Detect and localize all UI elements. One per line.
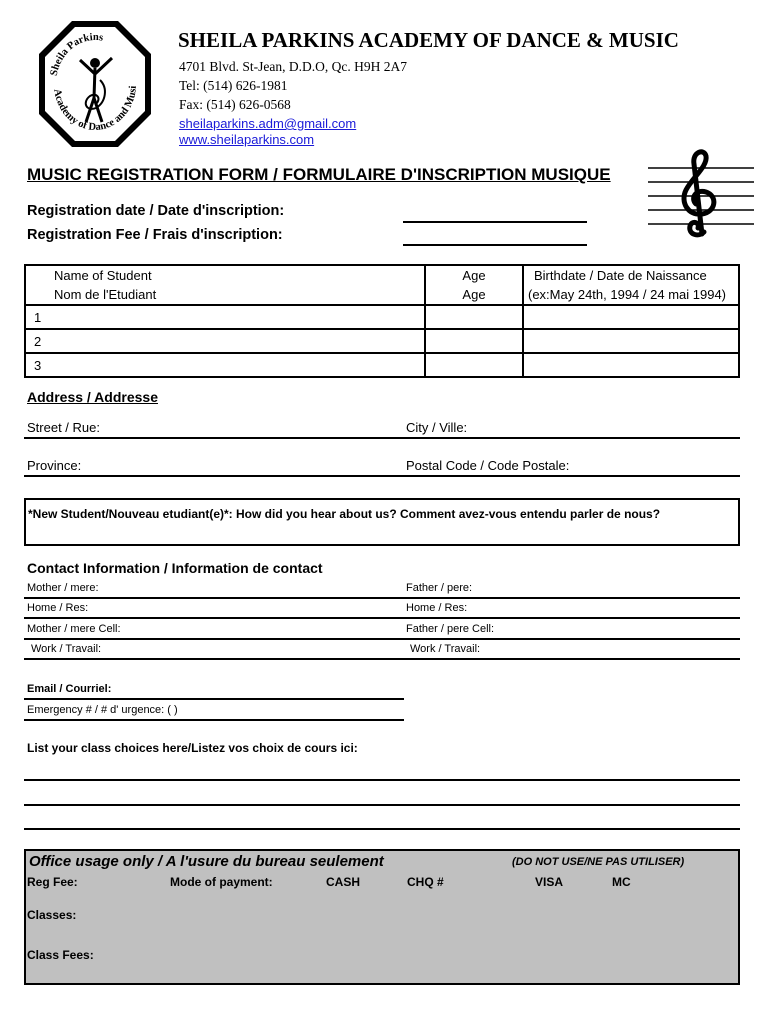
academy-fax: Fax: (514) 626-0568 xyxy=(179,97,291,112)
cash-option: CASH xyxy=(326,875,361,889)
student-birthdate-cell[interactable] xyxy=(523,353,739,377)
father-cell-label: Father / pere Cell: xyxy=(406,623,495,635)
office-reg-fee: Reg Fee: xyxy=(27,875,78,889)
reg-fee-line[interactable] xyxy=(403,244,587,246)
student-age-cell[interactable] xyxy=(425,305,523,329)
table-row xyxy=(25,305,739,329)
cell-line[interactable] xyxy=(24,638,740,640)
student-birthdate-cell[interactable] xyxy=(523,329,739,353)
contact-heading: Contact Information / Information de contact xyxy=(27,560,323,576)
class-choices-label: List your class choices here/Listez vos choix de cours ici: xyxy=(27,741,358,755)
reg-fee-label: Registration Fee / Frais d'inscription: xyxy=(27,227,283,243)
students-table xyxy=(24,264,740,378)
svg-text:Sheila Parkins: Sheila Parkins xyxy=(48,31,105,77)
class-choice-line-1[interactable] xyxy=(24,779,740,781)
mother-label: Mother / mere: xyxy=(27,582,99,594)
visa-option: VISA xyxy=(535,875,564,889)
reg-date-line[interactable] xyxy=(403,221,587,223)
form-title: MUSIC REGISTRATION FORM / FORMULAIRE D'INSCRIPTION MUSIQUE xyxy=(27,165,611,184)
new-student-question: *New Student/Nouveau etudiant(e)*: How did you hear about us? Comment avez-vous entendu parler de nous? xyxy=(28,507,661,521)
work-right-label: Work / Travail: xyxy=(410,643,481,655)
street-city-line[interactable] xyxy=(24,437,740,439)
payment-mode-label: Mode of payment: xyxy=(170,875,273,889)
academy-address: 4701 Blvd. St-Jean, D.D.O, Qc. H9H 2A7 xyxy=(179,59,407,74)
mc-option: MC xyxy=(612,875,631,889)
mother-cell-label: Mother / mere Cell: xyxy=(27,623,121,635)
email-line[interactable] xyxy=(24,698,404,700)
svg-text:Academy of Dance and Music: Academy of Dance and Musi xyxy=(51,85,139,134)
table-header-row xyxy=(25,265,739,305)
table-row xyxy=(25,329,739,353)
work-left-label: Work / Travail: xyxy=(31,643,102,655)
office-usage-box xyxy=(24,849,740,985)
table-row xyxy=(25,353,739,377)
academy-tel: Tel: (514) 626-1981 xyxy=(179,78,288,93)
class-choice-line-2[interactable] xyxy=(24,804,740,806)
do-not-use-label: (DO NOT USE/NE PAS UTILISER) xyxy=(512,856,685,868)
student-birthdate-cell[interactable] xyxy=(523,305,739,329)
mother-father-line[interactable] xyxy=(24,597,740,599)
father-label: Father / pere: xyxy=(406,582,473,594)
postal-label: Postal Code / Code Postale: xyxy=(406,458,570,473)
new-student-box[interactable] xyxy=(24,498,740,546)
birth-header-fr: (ex:May 24th, 1994 / 24 mai 1994) xyxy=(528,287,727,302)
emergency-line[interactable] xyxy=(24,719,404,721)
class-choice-line-3[interactable] xyxy=(24,828,740,830)
reg-date-label: Registration date / Date d'inscription: xyxy=(27,203,285,219)
student-name-cell[interactable]: 1 xyxy=(25,305,425,329)
treble-clef-icon xyxy=(646,146,756,242)
city-label: City / Ville: xyxy=(406,420,468,435)
home-left-label: Home / Res: xyxy=(27,602,89,614)
email-link[interactable]: sheilaparkins.adm@gmail.com xyxy=(179,116,357,131)
address-heading: Address / Addresse xyxy=(27,389,158,405)
student-name-cell[interactable]: 3 xyxy=(25,353,425,377)
home-right-label: Home / Res: xyxy=(406,602,468,614)
province-label: Province: xyxy=(27,458,82,473)
office-classes: Classes: xyxy=(27,908,77,922)
birth-header-en: Birthdate / Date de Naissance xyxy=(534,268,707,283)
academy-name: SHEILA PARKINS ACADEMY OF DANCE & MUSIC xyxy=(178,28,679,52)
student-name-cell[interactable]: 2 xyxy=(25,329,425,353)
street-label: Street / Rue: xyxy=(27,420,100,435)
home-line[interactable] xyxy=(24,617,740,619)
academy-logo xyxy=(36,18,154,150)
emergency-label: Emergency # / # d' urgence: ( ) xyxy=(27,704,178,716)
student-age-cell[interactable] xyxy=(425,329,523,353)
province-postal-line[interactable] xyxy=(24,475,740,477)
work-line[interactable] xyxy=(24,658,740,660)
age-header-fr: Age xyxy=(462,287,486,302)
student-age-cell[interactable] xyxy=(425,353,523,377)
name-header-en: Name of Student xyxy=(54,268,152,283)
website-link[interactable]: www.sheilaparkins.com xyxy=(179,132,315,147)
office-class-fees: Class Fees: xyxy=(27,948,94,962)
email-label: Email / Courriel: xyxy=(27,683,112,695)
cheque-option: CHQ # xyxy=(407,875,444,889)
office-heading: Office usage only / A l'usure du bureau seulement xyxy=(29,853,384,870)
age-header-en: Age xyxy=(462,268,486,283)
name-header-fr: Nom de l'Etudiant xyxy=(54,287,157,302)
